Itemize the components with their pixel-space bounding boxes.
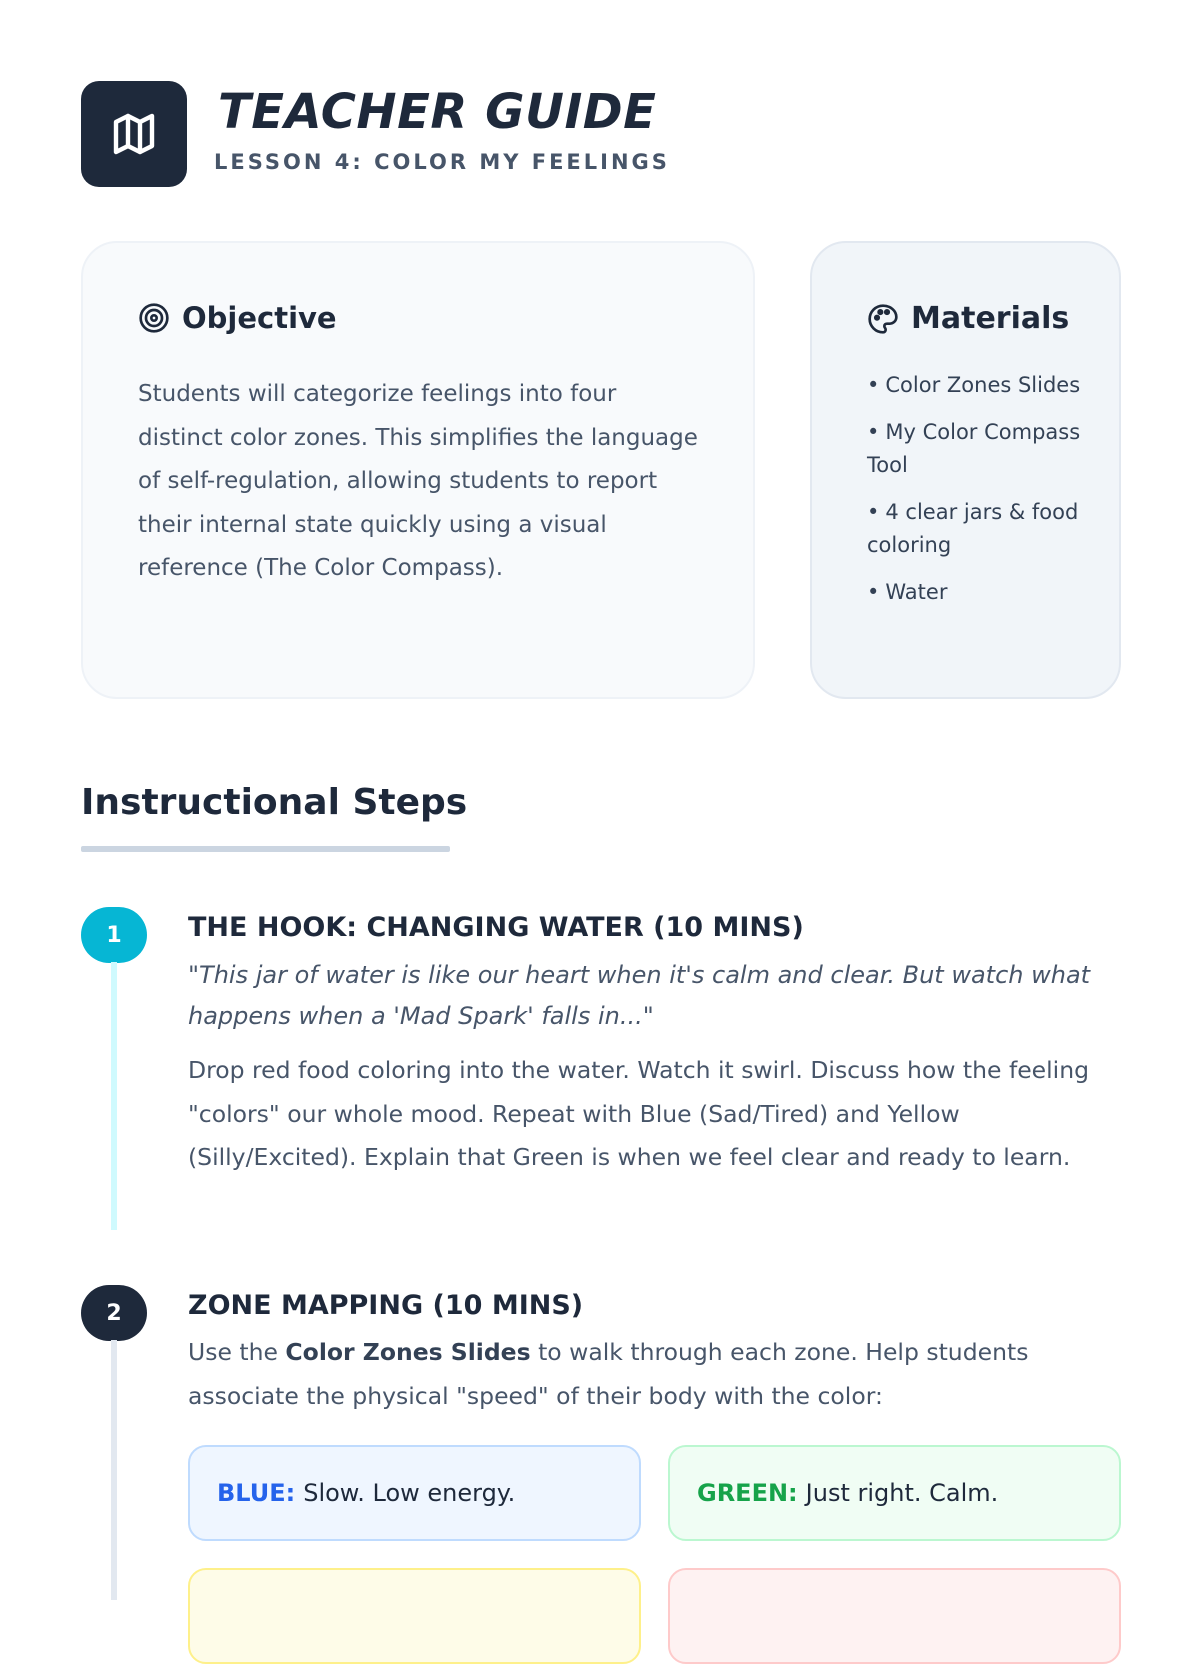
materials-item: • My Color Compass Tool (867, 420, 1081, 477)
materials-heading (867, 301, 1069, 336)
zone-label: BLUE: (217, 1479, 296, 1507)
logo-badge (81, 81, 187, 187)
lesson-subtitle: LESSON 4: COLOR MY FEELINGS (214, 150, 670, 174)
materials-list (867, 369, 1087, 623)
page-title: TEACHER GUIDE (218, 84, 657, 140)
map-icon (110, 110, 158, 158)
step-timeline-line (111, 962, 117, 1230)
materials-card (810, 241, 1121, 699)
zone-box-blue (188, 1445, 641, 1541)
section-underline (81, 846, 450, 852)
zone-description: Slow. Low energy. (303, 1479, 516, 1507)
step-quote: "This jar of water is like our heart when it's calm and clear. But watch what happens when a 'Mad Spark' falls in..." (188, 961, 1091, 1030)
target-icon (138, 302, 170, 334)
step-number-badge: 2 (81, 1285, 147, 1341)
step-body: Use the Color Zones Slides to walk through each zone. Help students associate the physical "speed" of their body with the color: (188, 1338, 1029, 1410)
step-title: ZONE MAPPING (10 MINS) (188, 1290, 584, 1321)
materials-heading-label: Materials (911, 301, 1070, 336)
step-body: Drop red food coloring into the water. Watch it swirl. Discuss how the feeling "colors" our whole mood. Repeat with Blue (Sad/Tired) and Yellow (Silly/Excited). Explain that Green is when we feel clear and ready to learn. (188, 1056, 1090, 1171)
section-title: Instructional Steps (81, 782, 468, 823)
zone-box-yellow (188, 1568, 641, 1664)
palette-icon (867, 303, 899, 335)
objective-heading-label: Objective (182, 301, 337, 335)
objective-heading (138, 301, 337, 335)
zone-label: GREEN: (697, 1479, 798, 1507)
materials-item: • Color Zones Slides (867, 373, 1081, 397)
zone-box-red (668, 1568, 1121, 1664)
zone-box-green (668, 1445, 1121, 1541)
step-timeline-line (111, 1340, 117, 1600)
materials-item: • 4 clear jars & food coloring (867, 500, 1079, 557)
material-reference: Color Zones Slides (285, 1338, 531, 1366)
objective-card (81, 241, 755, 699)
materials-item: • Water (867, 580, 948, 604)
zone-description: Just right. Calm. (805, 1479, 999, 1507)
step-number-badge: 1 (81, 907, 147, 963)
objective-text: Students will categorize feelings into four distinct color zones. This simplifies the language of self-regulation, allowing students to report their internal state quickly using a visual reference (The Color Compass). (138, 381, 698, 581)
step-title: THE HOOK: CHANGING WATER (10 MINS) (188, 912, 804, 943)
